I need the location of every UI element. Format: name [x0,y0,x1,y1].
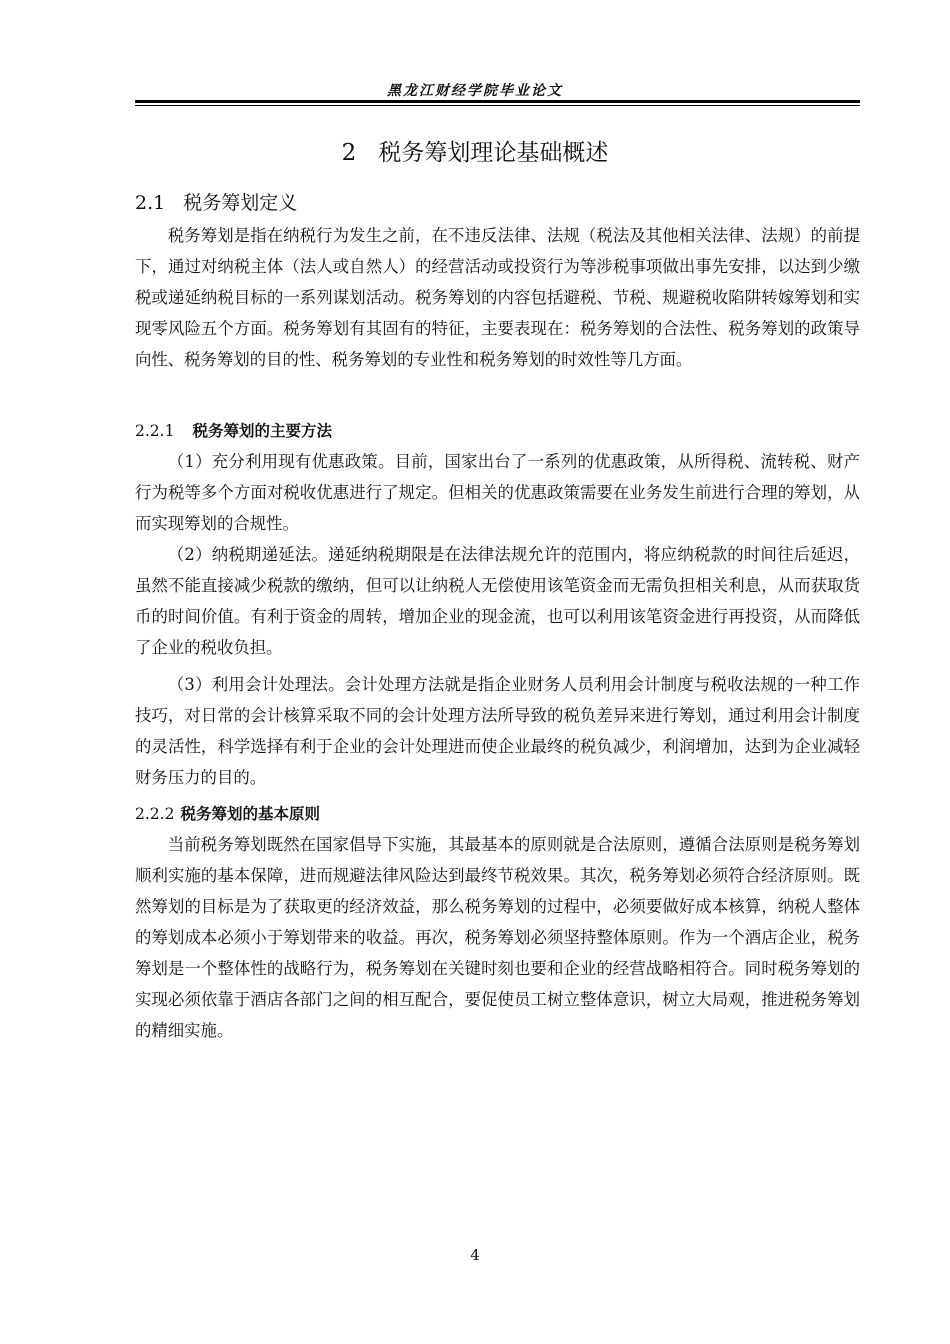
section-2-2-2-paragraph: 当前税务筹划既然在国家倡导下实施，其最基本的原则就是合法原则，遵循合法原则是税务筹划顺利实施的基本保障，进而规避法律风险达到最终节税效果。其次，税务筹划必须符合经济原则。既然筹划的目标是为了获取更的经济效益，那么税务筹划的过程中，必须要做好成本核算，纳税人整体的筹划成本必须小于筹划带来的收益。再次，税务筹划必须坚持整体原则。作为一个酒店企业，税务筹划是一个整体性的战略行为，税务筹划在关键时刻也要和企业的经营战略相符合。同时税务筹划的实现必须依靠于酒店各部门之间的相互配合，要促使员工树立整体意识，树立大局观，推进税务筹划的精细实施。 [135,835,860,1040]
section-title: 税务筹划定义 [183,192,298,214]
method-3-paragraph: （3）利用会计处理法。会计处理方法就是指企业财务人员利用会计制度与税收法规的一种工作技巧，对日常的会计核算采取不同的会计处理方法所导致的税负差异来进行筹划，通过利用会计制度的灵活性，科学选择有利于企业的会计处理进而使企业最终的税负减少，利润增加，达到为企业减轻财务压力的目的。 [135,675,860,787]
page-number: 4 [470,1246,480,1264]
chapter-heading [0,134,950,167]
section-2-1-heading [135,188,297,215]
subsection-title: 税务筹划的基本原则 [180,805,320,823]
section-2-2-1-heading [135,419,332,441]
method-1-paragraph: （1）充分利用现有优惠政策。目前，国家出台了一系列的优惠政策，从所得税、流转税、财产行为税等多个方面对税收优惠进行了规定。但相关的优惠政策需要在业务发生前进行合理的筹划，从而实现筹划的合规性。 [135,452,860,533]
chapter-number: 2 [341,140,357,166]
subsection-number: 2.2.2 [135,805,175,823]
chapter-title: 税务筹划理论基础概述 [378,140,609,166]
subsection-title: 税务筹划的主要方法 [192,422,332,440]
header-rule-thick [135,100,860,103]
subsection-number: 2.2.1 [135,422,175,440]
section-2-1-paragraph: 税务筹划是指在纳税行为发生之前，在不违反法律、法规（税法及其他相关法律、法规）的前提下，通过对纳税主体（法人或自然人）的经营活动或投资行为等涉税事项做出事先安排，以达到少缴税或递延纳税目标的一系列谋划活动。税务筹划的内容包括避税、节税、规避税收陷阱转嫁筹划和实现零风险五个方面。税务筹划有其固有的特征，主要表现在：税务筹划的合法性、税务筹划的政策导向性、税务筹划的目的性、税务筹划的专业性和税务筹划的时效性等几方面。 [135,226,860,369]
running-header: 黑龙江财经学院毕业论文 [387,83,563,99]
header-rule-thin [135,105,860,106]
section-number: 2.1 [135,192,166,214]
method-2-paragraph: （2）纳税期递延法。递延纳税期限是在法律法规允许的范围内，将应纳税款的时间往后延迟，虽然不能直接减少税款的缴纳，但可以让纳税人无偿使用该笔资金而无需负担相关利息，从而获取货币的时间价值。有利于资金的周转，增加企业的现金流，也可以利用该笔资金进行再投资，从而降低了企业的税收负担。 [135,545,860,657]
section-2-2-2-heading [135,802,320,824]
